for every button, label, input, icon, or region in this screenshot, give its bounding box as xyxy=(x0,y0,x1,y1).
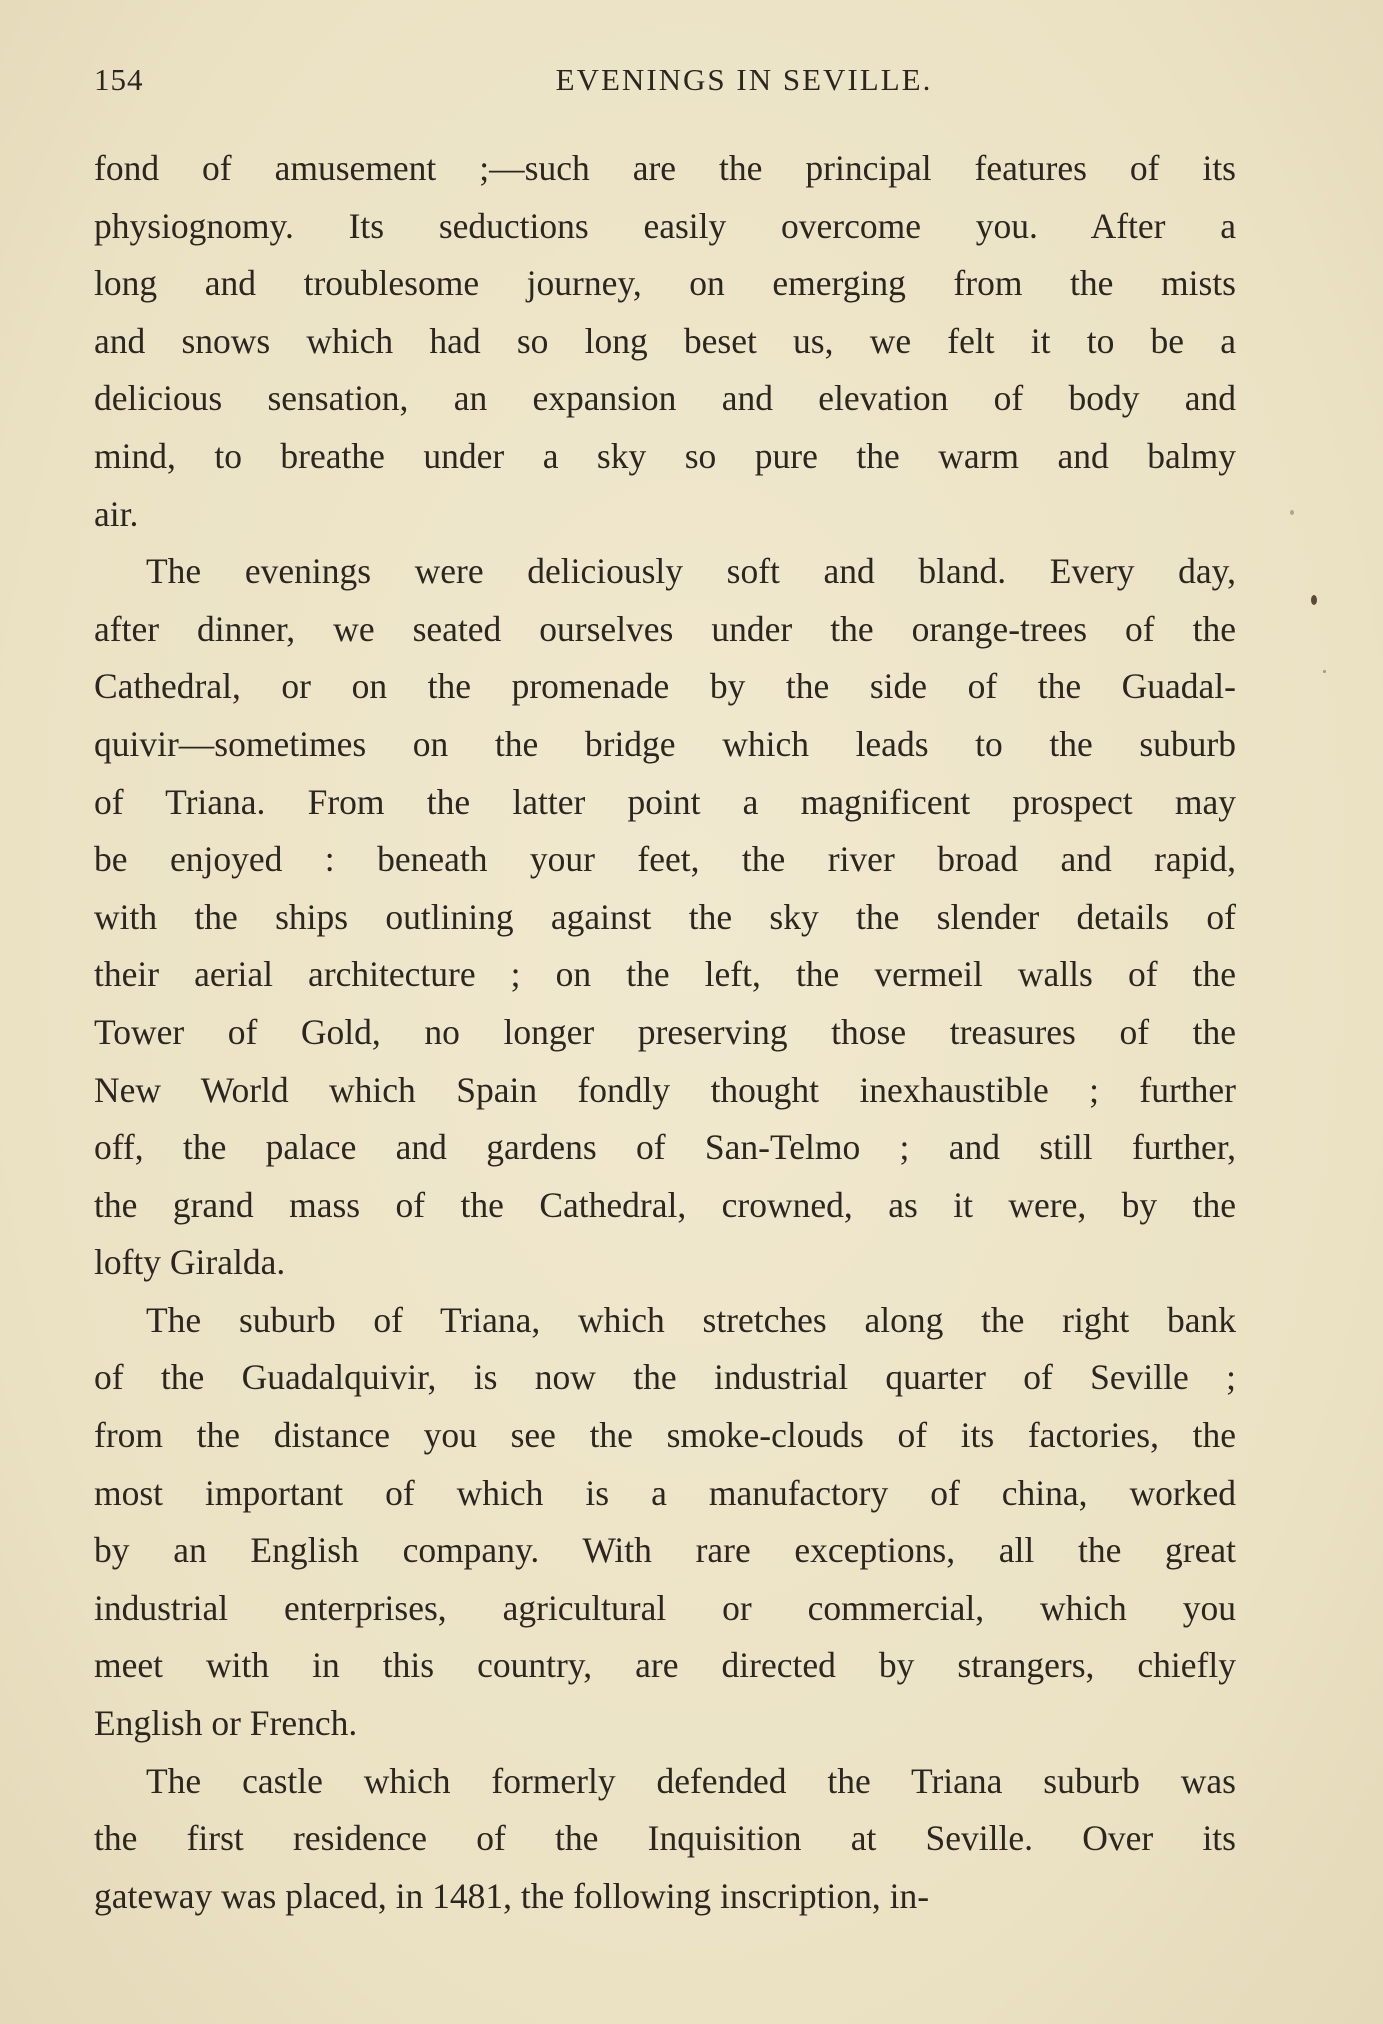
paragraph xyxy=(94,1753,1236,1926)
paragraph xyxy=(94,1292,1236,1753)
text-line: mind, to breathe under a sky so pure the warm and balmy xyxy=(94,435,1236,476)
text-line: of Triana. From the latter point a magnificent prospect may xyxy=(94,781,1236,822)
print-speck xyxy=(1311,595,1317,605)
text-line: industrial enterprises, agricultural or commercial, which you xyxy=(94,1587,1236,1628)
text-line: off, the palace and gardens of San-Telmo ; and still further, xyxy=(94,1127,1236,1168)
text-line: be enjoyed : beneath your feet, the river broad and rapid, xyxy=(94,839,1236,880)
text-line: delicious sensation, an expansion and elevation of body and xyxy=(94,378,1236,419)
text-line: with the ships outlining against the sky the slender details of xyxy=(94,896,1236,937)
print-speck xyxy=(1290,510,1294,515)
text-line: The castle which formerly defended the Triana suburb was xyxy=(146,1760,1236,1801)
text-line: long and troublesome journey, on emerging from the mists xyxy=(94,263,1236,304)
text-line: fond of amusement ;—such are the principal features of its xyxy=(94,148,1236,188)
text-line: by an English company. With rare exceptions, all the great xyxy=(94,1530,1236,1571)
text-line: lofty Giralda. xyxy=(94,1242,286,1283)
text-line: The evenings were deliciously soft and bland. Every day, xyxy=(146,551,1236,592)
text-line: meet with in this country, are directed by strangers, chiefly xyxy=(94,1645,1236,1686)
body-text xyxy=(94,140,1236,1925)
text-line: quivir—sometimes on the bridge which leads to the suburb xyxy=(94,723,1236,764)
text-line: the first residence of the Inquisition at Seville. Over its xyxy=(94,1818,1236,1859)
text-line: physiognomy. Its seductions easily overcome you. After a xyxy=(94,205,1236,246)
text-line: Cathedral, or on the promenade by the side of the Guadal- xyxy=(94,666,1236,707)
text-line: and snows which had so long beset us, we felt it to be a xyxy=(94,320,1236,361)
page-number: 154 xyxy=(94,62,144,97)
text-line: from the distance you see the smoke-clouds of its factories, the xyxy=(94,1415,1236,1456)
paragraph xyxy=(94,543,1236,1292)
page-header xyxy=(94,62,1234,108)
text-line: gateway was placed, in 1481, the following inscription, in- xyxy=(94,1875,930,1916)
print-speck xyxy=(1323,670,1326,673)
text-line: of the Guadalquivir, is now the industrial quarter of Seville ; xyxy=(94,1357,1236,1398)
text-line: The suburb of Triana, which stretches along the right bank xyxy=(146,1299,1236,1340)
text-line: after dinner, we seated ourselves under the orange-trees of the xyxy=(94,608,1236,649)
text-line: air. xyxy=(94,493,139,534)
text-line: most important of which is a manufactory of china, worked xyxy=(94,1472,1236,1513)
running-title: EVENINGS IN SEVILLE. xyxy=(555,62,933,97)
text-line: New World which Spain fondly thought inexhaustible ; further xyxy=(94,1069,1236,1110)
text-line: their aerial architecture ; on the left, the vermeil walls of the xyxy=(94,954,1236,995)
text-line: Tower of Gold, no longer preserving those treasures of the xyxy=(94,1011,1236,1052)
text-line: English or French. xyxy=(94,1703,358,1744)
paragraph xyxy=(94,140,1236,543)
text-line: the grand mass of the Cathedral, crowned, as it were, by the xyxy=(94,1184,1236,1225)
